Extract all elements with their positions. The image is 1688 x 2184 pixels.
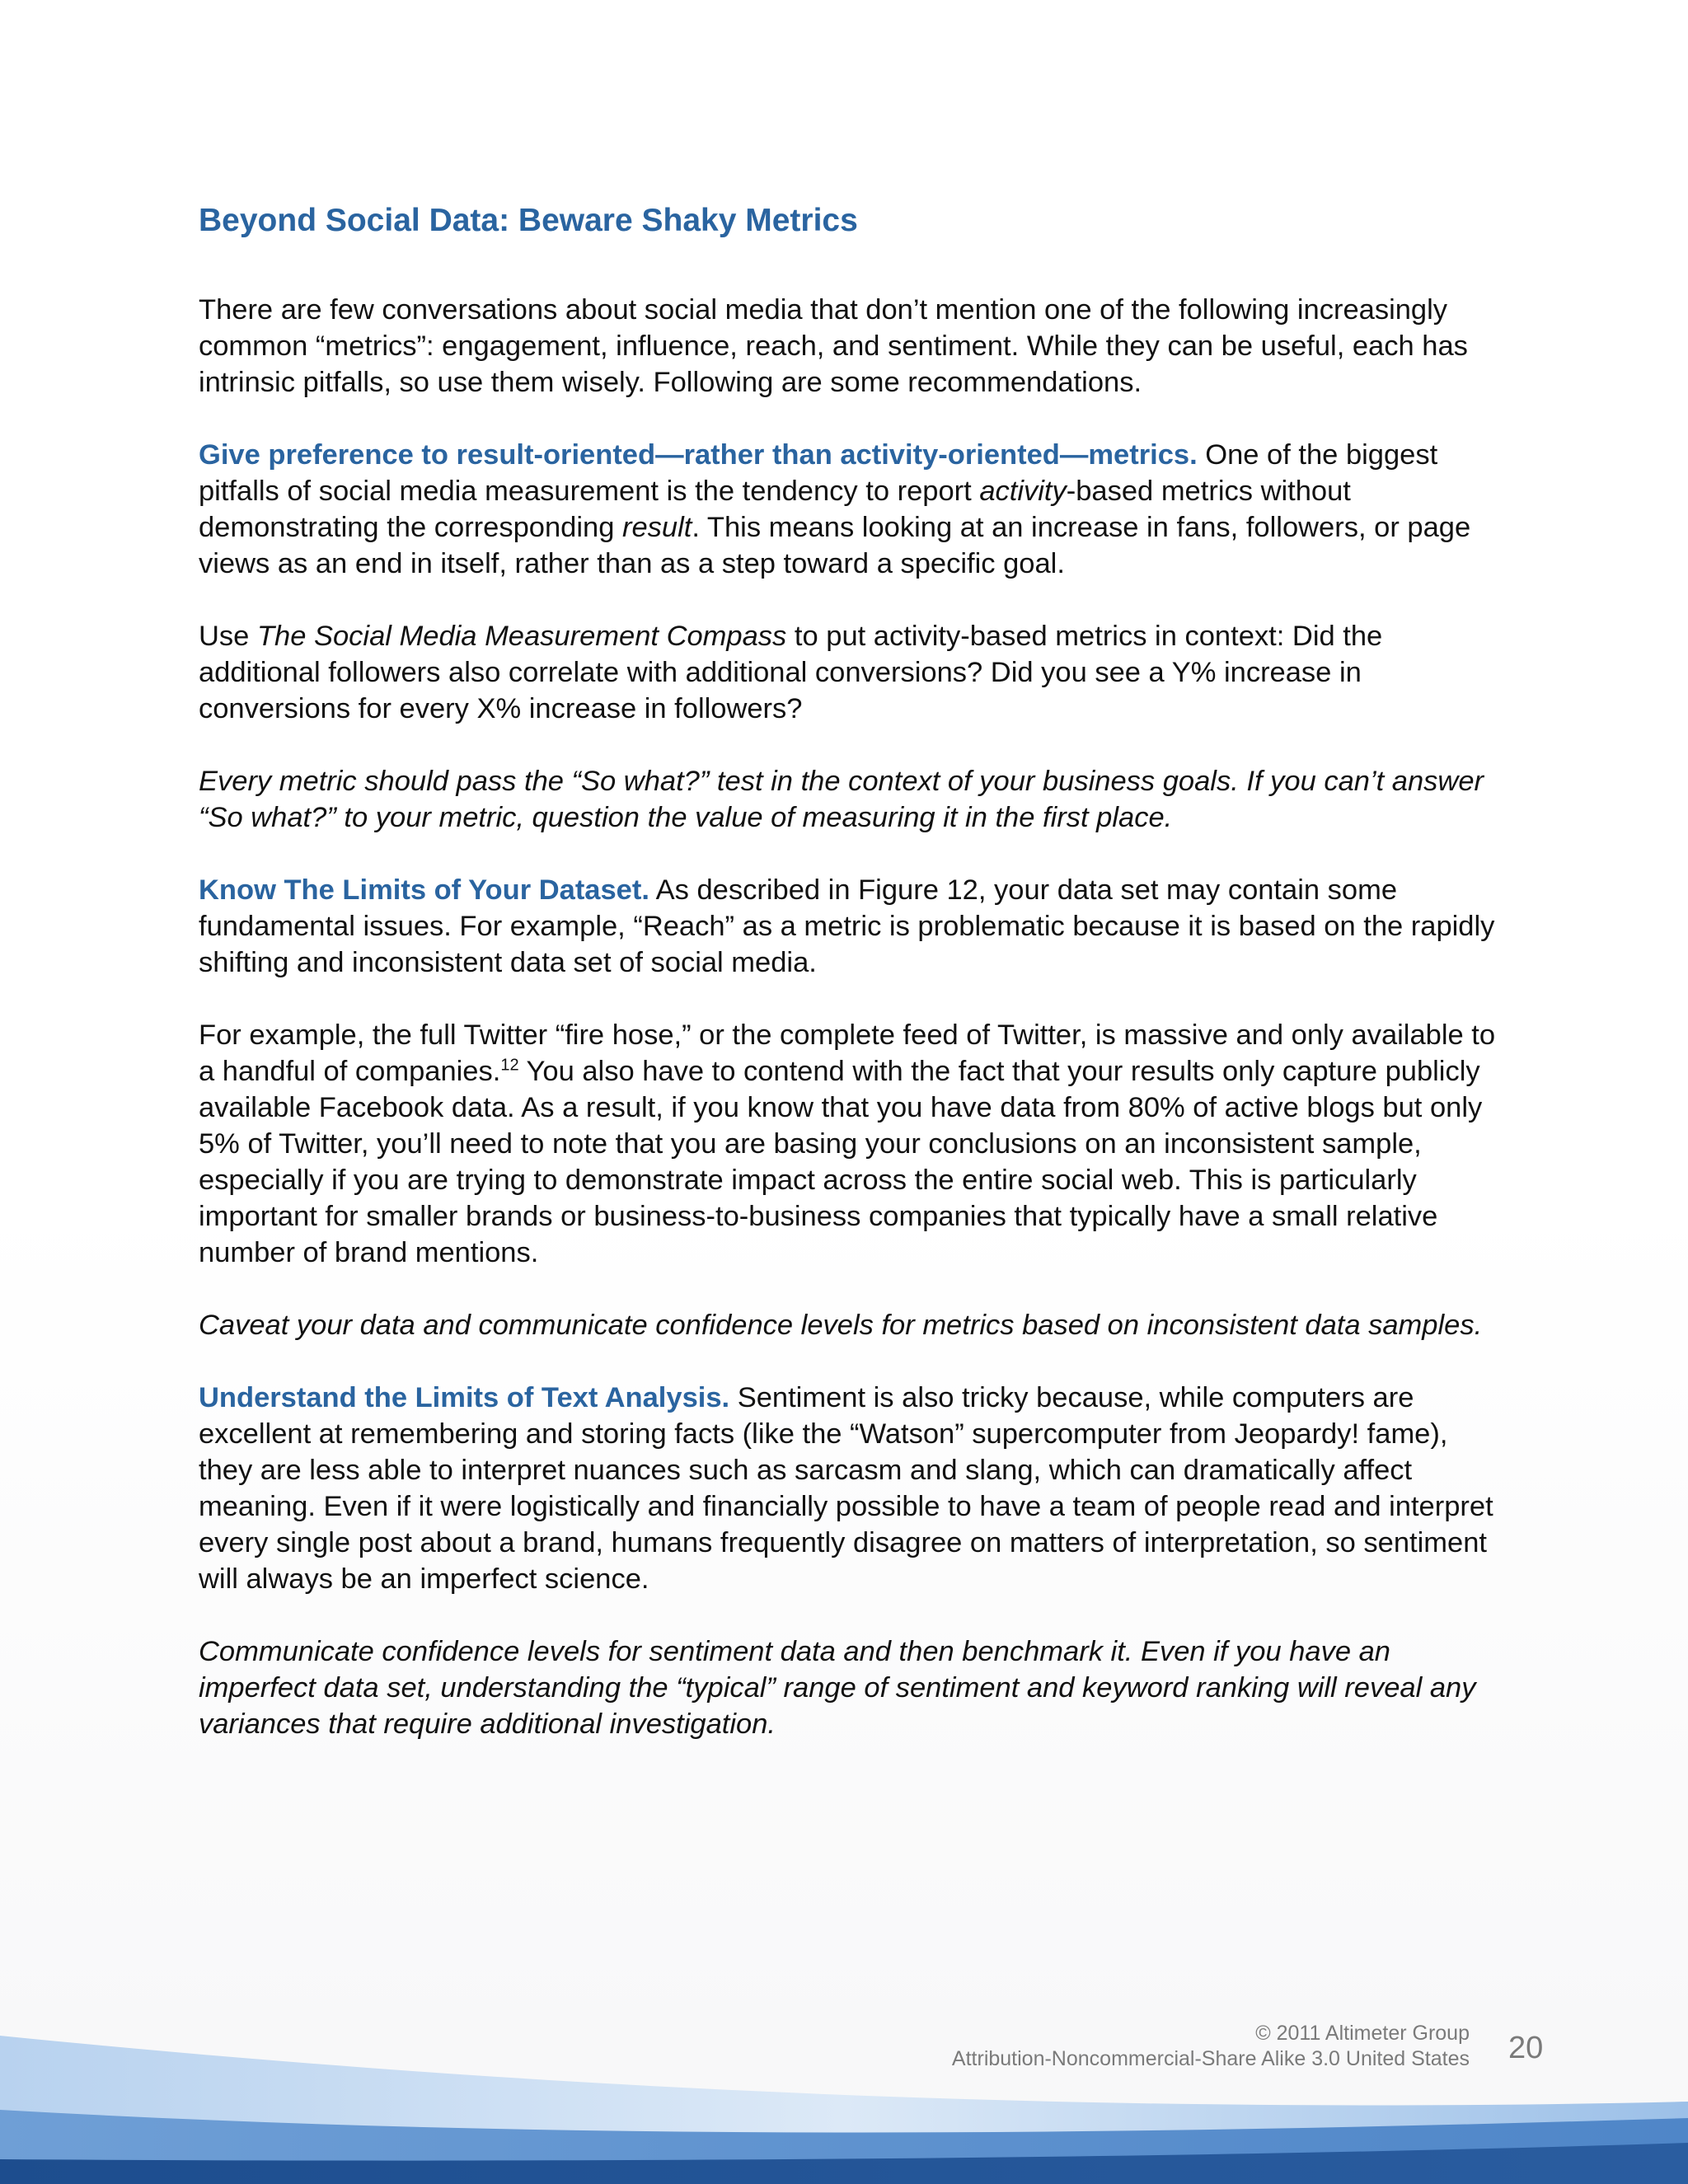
- page-title: Beyond Social Data: Beware Shaky Metrics: [199, 203, 858, 238]
- takeaway-so-what: Every metric should pass the “So what?” test in the context of your business goals. If you can’t answer “So what?” to your metric, question the value of measuring it in the first place.: [199, 766, 1484, 833]
- takeaway-caveat-data: Caveat your data and communicate confidence levels for metrics based on inconsistent data samples.: [199, 1310, 1483, 1341]
- paragraph-result-oriented-metrics: [199, 437, 1501, 582]
- paragraph-twitter-firehose: [199, 1017, 1501, 1271]
- section-lead-dataset-limits: Know The Limits of Your Dataset.: [199, 874, 649, 906]
- takeaway-benchmark-sentiment: Communicate confidence levels for sentiment data and then benchmark it. Even if you have an imperfect data set, understanding the “typical” range of sentiment and keyword ranking will reveal any variances that require additional investigation.: [199, 1636, 1476, 1740]
- copyright-text: © 2011 Altimeter Group: [1255, 2022, 1470, 2045]
- text-span: As described in Figure 12, your data set may contain some fundamental issues. For example, “Reach” as a metric is problematic because it is based on the rapidly shifting and inconsistent data set of social media.: [199, 874, 1495, 978]
- text-span: Sentiment is also tricky because, while computers are excellent at remembering and storing facts (like the “Watson” supercomputer from Jeopardy! fame), they are less able to interpret nuances such as sarcasm and slang, which can dramatically affect meaning. Even if it were logistically and financially possible to have a team of people read and interpret every single post about a brand, humans frequently disagree on matters of interpretation, so sentiment will always be an imperfect science.: [199, 1382, 1493, 1595]
- section-lead-result-oriented: Give preference to result-oriented—rather than activity-oriented—metrics.: [199, 439, 1198, 471]
- text-span: You also have to contend with the fact that your results only capture publicly available Facebook data. As a result, if you know that you have data from 80% of active blogs but only 5% of Twitter, you’ll need to note that you are basing your conclusions on an inconsistent sample, especially if you are trying to demonstrate impact across the entire social web. This is particularly important for smaller brands or business-to-business companies that typically have a small relative number of brand mentions.: [199, 1056, 1483, 1268]
- page-content: [199, 196, 1501, 1779]
- text-span: . This means looking at an increase in fans, followers, or page views as an end in itself, rather than as a step toward a specific goal.: [199, 512, 1471, 579]
- page-number: 20: [1508, 2031, 1544, 2065]
- paragraph-compass: [199, 618, 1501, 727]
- text-span: One of the biggest pitfalls of social media measurement is the tendency to report: [199, 439, 1438, 507]
- emphasis-activity: activity: [979, 476, 1067, 507]
- emphasis-compass-title: The Social Media Measurement Compass: [256, 621, 787, 652]
- intro-paragraph: There are few conversations about social media that don’t mention one of the following increasingly common “metrics”: engagement, influence, reach, and sentiment. While they can be useful, each has intrinsic pitfalls, so use them wisely. Following are some recommendations.: [199, 294, 1468, 398]
- emphasis-result: result: [621, 512, 692, 543]
- license-text: Attribution-Noncommercial-Share Alike 3.0 United States: [951, 2047, 1470, 2070]
- footer-wave-decoration: [0, 2019, 1688, 2184]
- text-span: -based metrics without demonstrating the corresponding: [199, 476, 1351, 543]
- text-span: For example, the full Twitter “fire hose,” or the complete feed of Twitter, is massive and only available to a handful of companies.: [199, 1019, 1496, 1087]
- paragraph-dataset-limits: [199, 872, 1501, 981]
- section-lead-text-analysis: Understand the Limits of Text Analysis.: [199, 1382, 730, 1413]
- footnote-reference: 12: [500, 1056, 519, 1075]
- paragraph-text-analysis: [199, 1380, 1501, 1597]
- text-span: Use: [199, 621, 257, 652]
- text-span: to put activity-based metrics in context: Did the additional followers also correlate with additional conversions? Did you see a Y% increase in conversions for every X% increase in followers?: [199, 621, 1383, 724]
